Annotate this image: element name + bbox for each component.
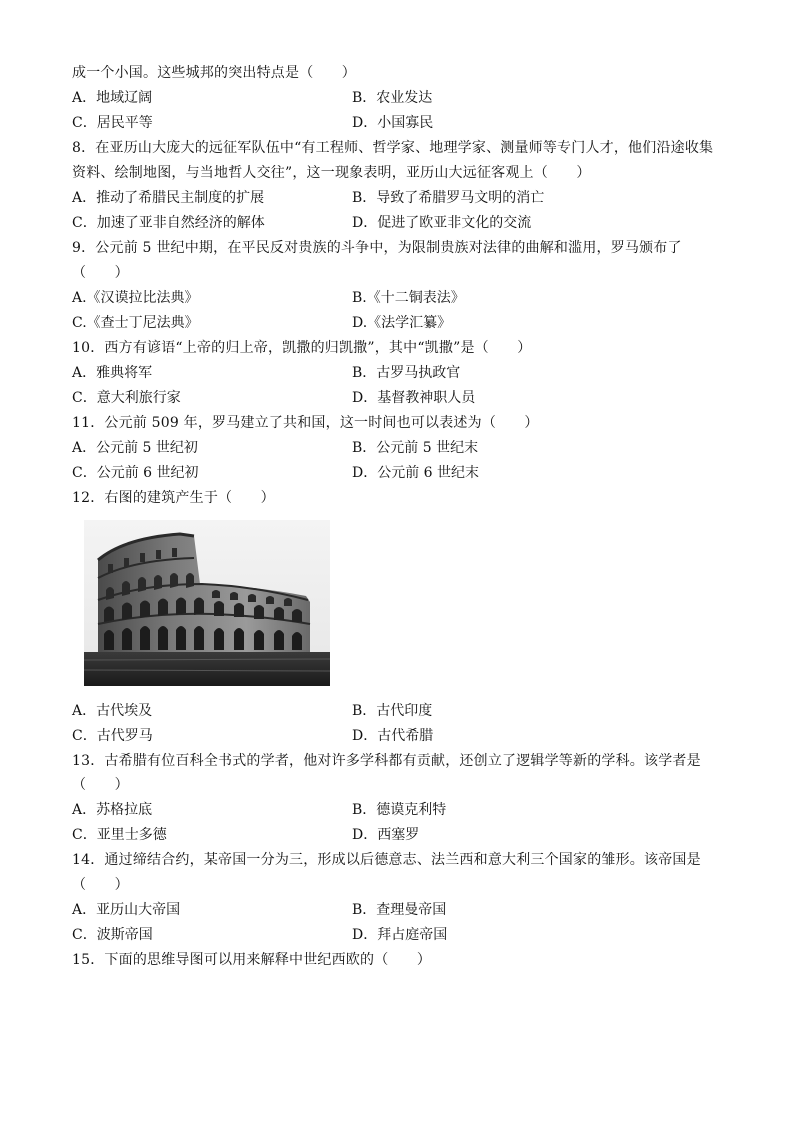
question-14-stem: 14．通过缔结合约，某帝国一分为三，形成以后德意志、法兰西和意大利三个国家的雏形。该帝国是 [72, 852, 701, 868]
option-b: B．古罗马执政官 [352, 365, 461, 381]
colosseum-photo [84, 520, 330, 686]
option-a: A．雅典将军 [72, 365, 153, 381]
question-15-stem: 15．下面的思维导图可以用来解释中世纪西欧的（ ） [72, 952, 432, 968]
option-c: C.《查士丁尼法典》 [72, 315, 199, 331]
question-9-stem: 9．公元前 5 世纪中期，在平民反对贵族的斗争中，为限制贵族对法律的曲解和滥用，罗马颁布了 [72, 240, 682, 256]
question-13-stem-line2: （ ） [72, 777, 129, 793]
option-d: D．西塞罗 [352, 827, 420, 843]
option-d: D．古代希腊 [352, 728, 434, 744]
option-b: B．公元前 5 世纪末 [352, 440, 479, 456]
question-13-stem: 13．古希腊有位百科全书式的学者，他对许多学科都有贡献，还创立了逻辑学等新的学科。该学者是 [72, 753, 701, 769]
option-b: B．农业发达 [352, 90, 433, 106]
option-a: A.《汉谟拉比法典》 [72, 290, 199, 306]
option-d: D．促进了欧亚非文化的交流 [352, 215, 532, 231]
option-a: A．古代埃及 [72, 703, 153, 719]
option-b: B．查理曼帝国 [352, 902, 447, 918]
question-11-stem: 11．公元前 509 年，罗马建立了共和国，这一时间也可以表述为（ ） [72, 415, 539, 431]
question-14-stem-line2: （ ） [72, 877, 129, 893]
question-10-stem: 10．西方有谚语“上帝的归上帝，凯撒的归凯撒”，其中“凯撒”是（ ） [72, 340, 532, 356]
option-b: B.《十二铜表法》 [352, 290, 465, 306]
option-c: C．加速了亚非自然经济的解体 [72, 215, 265, 231]
option-b: B．导致了希腊罗马文明的消亡 [352, 190, 545, 206]
question-8-stem: 8．在亚历山大庞大的远征军队伍中“有工程师、哲学家、地理学家、测量师等专门人才，他们沿途收集 [72, 140, 714, 156]
option-c: C．意大利旅行家 [72, 390, 181, 406]
question-8-stem-line2: 资料、绘制地图，与当地哲人交往”，这一现象表明，亚历山大远征客观上（ ） [72, 165, 591, 181]
question-stem-continuation: 成一个小国。这些城邦的突出特点是（ ） [72, 65, 356, 81]
option-d: D.《法学汇纂》 [352, 315, 452, 331]
question-12-stem: 12．右图的建筑产生于（ ） [72, 490, 275, 506]
option-b: B．德谟克利特 [352, 802, 447, 818]
option-d: D．基督教神职人员 [352, 390, 476, 406]
option-a: A．苏格拉底 [72, 802, 153, 818]
option-c: C．公元前 6 世纪初 [72, 465, 199, 481]
option-a: A．公元前 5 世纪初 [72, 440, 198, 456]
option-d: D．小国寡民 [352, 115, 434, 131]
option-b: B．古代印度 [352, 703, 433, 719]
option-d: D．拜占庭帝国 [352, 927, 448, 943]
option-c: C．亚里士多德 [72, 827, 167, 843]
option-a: A．推动了希腊民主制度的扩展 [72, 190, 265, 206]
option-c: C．居民平等 [72, 115, 153, 131]
option-a: A．亚历山大帝国 [72, 902, 181, 918]
option-d: D．公元前 6 世纪末 [352, 465, 480, 481]
question-9-stem-line2: （ ） [72, 265, 129, 281]
option-a: A．地域辽阔 [72, 90, 153, 106]
option-c: C．波斯帝国 [72, 927, 153, 943]
option-c: C．古代罗马 [72, 728, 153, 744]
